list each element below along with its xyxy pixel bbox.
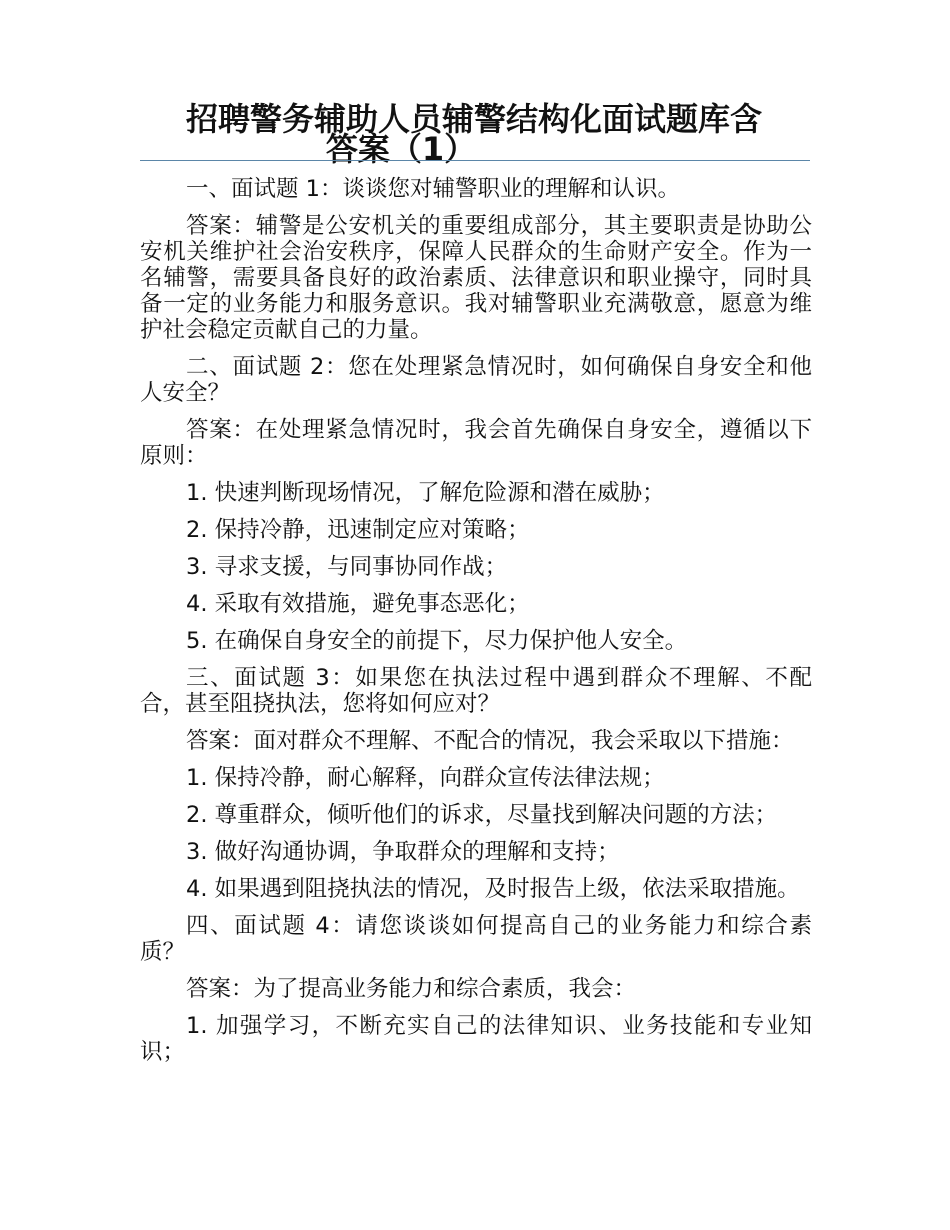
answer-2-intro: 答案：在处理紧急情况时，我会首先确保自身安全，遵循以下原则： xyxy=(140,417,812,469)
question-1-heading: 一、面试题 1：谈谈您对辅警职业的理解和认识。 xyxy=(186,176,680,202)
title-line-1: 招聘警务辅助人员辅警结构化面试题库含 xyxy=(186,100,763,138)
question-4-heading: 四、面试题 4：请您谈谈如何提高自己的业务能力和综合素质？ xyxy=(140,913,812,965)
answer-4-item-1: 1. 加强学习，不断充实自己的法律知识、业务技能和专业知识； xyxy=(140,1013,812,1065)
answer-3-intro: 答案：面对群众不理解、不配合的情况，我会采取以下措施： xyxy=(186,728,794,754)
document-title xyxy=(186,100,826,168)
answer-2-item-1: 1. 快速判断现场情况，了解危险源和潜在威胁； xyxy=(186,480,665,506)
answer-3-item-4: 4. 如果遇到阻挠执法的情况，及时报告上级，依法采取措施。 xyxy=(186,876,800,902)
question-3-heading: 三、面试题 3：如果您在执法过程中遇到群众不理解、不配合，甚至阻挠执法，您将如何应对？ xyxy=(140,665,812,717)
answer-3-item-2: 2. 尊重群众，倾听他们的诉求，尽量找到解决问题的方法； xyxy=(186,802,778,828)
answer-4-intro: 答案：为了提高业务能力和综合素质，我会： xyxy=(186,976,637,1002)
answer-2-item-4: 4. 采取有效措施，避免事态恶化； xyxy=(186,591,530,617)
answer-3-item-3: 3. 做好沟通协调，争取群众的理解和支持； xyxy=(186,839,620,865)
question-2-heading: 二、面试题 2：您在处理紧急情况时，如何确保自身安全和他人安全？ xyxy=(140,354,812,406)
title-divider xyxy=(140,160,810,161)
answer-1: 答案：辅警是公安机关的重要组成部分，其主要职责是协助公安机关维护社会治安秩序，保障人民群众的生命财产安全。作为一名辅警，需要具备良好的政治素质、法律意识和职业操守，同时具备一定的业务能力和服务意识。我对辅警职业充满敬意，愿意为维护社会稳定贡献自己的力量。 xyxy=(140,213,812,343)
title-line-2: 答案（1） xyxy=(325,130,477,168)
document-body xyxy=(140,176,812,1076)
answer-3-item-1: 1. 保持冷静，耐心解释，向群众宣传法律法规； xyxy=(186,765,665,791)
answer-2-item-5: 5. 在确保自身安全的前提下，尽力保护他人安全。 xyxy=(186,628,688,654)
answer-2-item-3: 3. 寻求支援，与同事协同作战； xyxy=(186,554,508,580)
answer-2-item-2: 2. 保持冷静，迅速制定应对策略； xyxy=(186,517,530,543)
